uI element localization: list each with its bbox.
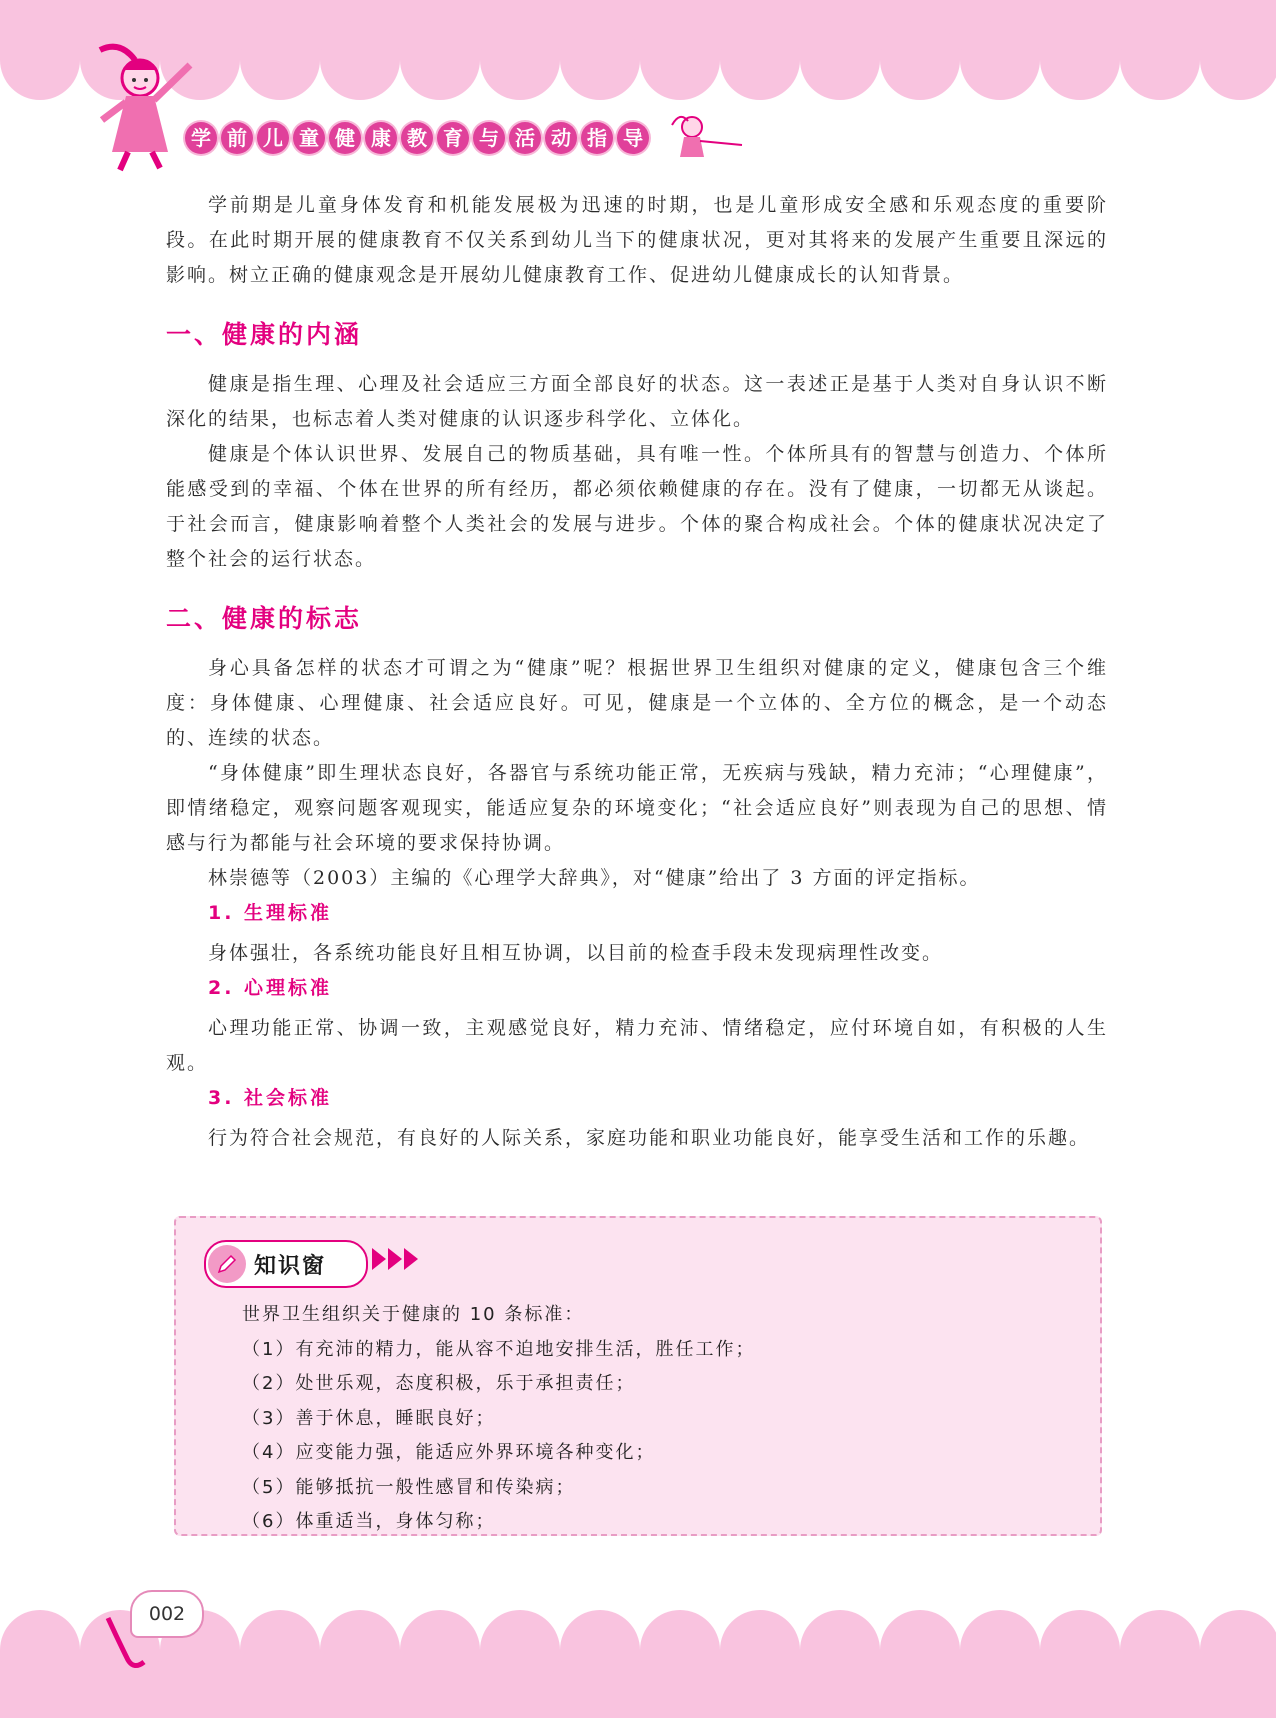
list-item: （3）善于休息，睡眠良好； <box>242 1407 496 1429</box>
subsection-heading: 1. 生理标准 <box>208 902 333 924</box>
section-heading: 一、健康的内涵 <box>166 320 363 349</box>
book-title-char: 康 <box>365 122 397 154</box>
book-title-char: 导 <box>617 122 649 154</box>
knowledge-box-title: 知识窗 <box>254 1253 327 1279</box>
intro-paragraph: 学前期是儿童身体发育和机能发展极为迅速的时期，也是儿童形成安全感和乐观态度的重要阶段。在此时期开展的健康教育不仅关系到幼儿当下的健康状况，更对其将来的发展产生重要且深远的影响。树立正确的健康观念是开展幼儿健康教育工作、促进幼儿健康成长的认知背景。 <box>166 194 1108 286</box>
knowledge-intro: 世界卫生组织关于健康的 10 条标准： <box>242 1304 585 1325</box>
subsection-heading: 3. 社会标准 <box>208 1087 333 1109</box>
paragraph: 健康是指生理、心理及社会适应三方面全部良好的状态。这一表述正是基于人类对自身认识不断深化的结果，也标志着人类对健康的认识逐步科学化、立体化。 <box>166 373 1108 430</box>
pencil-icon <box>208 1245 246 1283</box>
paragraph: 身体强壮，各系统功能良好且相互协调，以目前的检查手段未发现病理性改变。 <box>208 942 944 964</box>
paragraph: “身体健康”即生理状态良好，各器官与系统功能正常，无疾病与残缺，精力充沛；“心理健康”，即情绪稳定，观察问题客观现实，能适应复杂的环境变化；“社会适应良好”则表现为自己的思想、情感与行为都能与社会环境的要求保持协调。 <box>166 762 1108 854</box>
paragraph: 行为符合社会规范，有良好的人际关系，家庭功能和职业功能良好，能享受生活和工作的乐趣。 <box>208 1127 1091 1149</box>
fairy-illustration <box>670 105 750 165</box>
knowledge-list <box>242 1298 1062 1540</box>
book-title-char: 前 <box>221 122 253 154</box>
triple-arrow-icon <box>372 1248 418 1270</box>
list-item: （2）处世乐观，态度积极，乐于承担责任； <box>242 1373 636 1394</box>
list-item: （1）有充沛的精力，能从容不迫地安排生活，胜任工作； <box>242 1338 756 1360</box>
book-title-char: 育 <box>437 122 469 154</box>
section-heading: 二、健康的标志 <box>166 604 363 633</box>
book-title-char: 儿 <box>257 122 289 154</box>
paragraph: 健康是个体认识世界、发展自己的物质基础，具有唯一性。个体所具有的智慧与创造力、个体所能感受到的幸福、个体在世界的所有经历，都必须依赖健康的存在。没有了健康，一切都无从谈起。于社会而言，健康影响着整个人类社会的发展与进步。个体的聚合构成社会。个体的健康状况决定了整个社会的运行状态。 <box>166 443 1108 570</box>
book-title-char: 与 <box>473 122 505 154</box>
book-title-char: 童 <box>293 122 325 154</box>
list-item: （4）应变能力强，能适应外界环境各种变化； <box>242 1442 656 1463</box>
paragraph: 身心具备怎样的状态才可谓之为“健康”呢？根据世界卫生组织对健康的定义，健康包含三个维度：身体健康、心理健康、社会适应良好。可见，健康是一个立体的、全方位的概念，是一个动态的、连续的状态。 <box>166 657 1108 749</box>
paragraph: 林崇德等（2003）主编的《心理学大辞典》，对“健康”给出了 3 方面的评定指标。 <box>208 867 981 889</box>
list-item: （5）能够抵抗一般性感冒和传染病； <box>242 1476 576 1498</box>
book-title-char: 学 <box>185 122 217 154</box>
book-title <box>185 122 649 160</box>
list-item: （6）体重适当，身体匀称； <box>242 1511 496 1532</box>
knowledge-box <box>174 1216 1102 1536</box>
book-title-char: 教 <box>401 122 433 154</box>
knowledge-box-tag <box>204 1240 368 1288</box>
main-content <box>166 188 1108 1156</box>
book-title-char: 健 <box>329 122 361 154</box>
page-number: 002 <box>130 1590 204 1638</box>
subsection-heading: 2. 心理标准 <box>208 977 333 999</box>
book-title-char: 动 <box>545 122 577 154</box>
book-title-char: 活 <box>509 122 541 154</box>
paragraph: 心理功能正常、协调一致，主观感觉良好，精力充沛、情绪稳定，应付环境自如，有积极的人生观。 <box>166 1017 1108 1074</box>
book-title-char: 指 <box>581 122 613 154</box>
